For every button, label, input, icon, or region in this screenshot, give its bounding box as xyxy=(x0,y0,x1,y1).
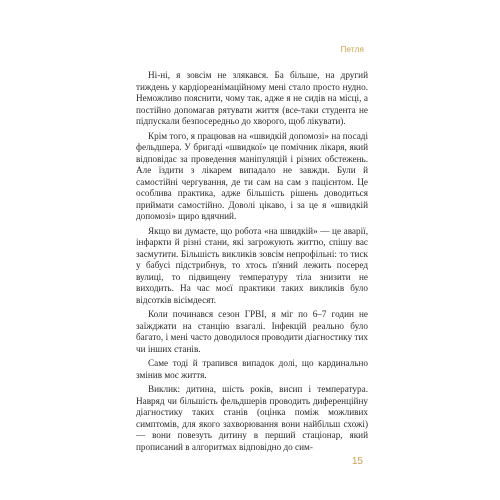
page-number: 15 xyxy=(351,456,363,467)
paragraph-5: Саме тоді й трапився випадок долі, що кардинально змінив моє життя. xyxy=(136,358,368,380)
paragraph-4: Коли починався сезон ГРВІ, я міг по 6–7 годин не заїжджати на станцію взагалі. Інфекцій реально було багато, і мені часто доводилося проводити діагностику тих чи інших станів. xyxy=(136,309,368,354)
paragraph-3: Якщо ви думаєте, що робота «на швидкій» — це аварії, інфаркти й різні стани, які загрожують життю, спішу вас засмутити. Більшість викликів зовсім непрофільні: то тиск у бабусі підстрибнув, то хтось п'яний лежить посеред вулиці, то підвищену температуру тіла знизити не виходить. На час моєї практики таких викликів було відсотків вісімдесят. xyxy=(136,225,368,305)
running-header: Петля xyxy=(340,45,364,54)
paragraph-1: Ні-ні, я зовсім не злякався. Ба більше, на другий тиждень у кардіореанімаційному мені стало просто нудно. Неможливо пояснити, чому так, адже я не сидів на місці, а постійно допомагав рятувати життя (все-таки студента не підпускали безпосередньо до хворого, щоб лікувати). xyxy=(136,70,368,126)
body-text xyxy=(136,70,368,456)
paragraph-6: Виклик: дитина, шість років, висип і температура. Навряд чи більшість фельдшерів проводить диференційну діагностику таких станів (оцінка поміж можливих симптомів, для якого захворювання вони найбільш схожі) — вони повезуть дитину в перший стаціонар, який прописаний в алгоритмах відповідно до сим- xyxy=(136,384,368,452)
paragraph-2: Крім того, я працював на «швидкій допомозі» на посаді фельдшера. У бригаді «швидкої» це помічник лікаря, який відповідає за проведення маніпуляцій і різних обстежень. Але їздити з лікарем випадало не завжди. Були й самостійні чергування, де ти сам на сам з пацієнтом. Це особлива практика, адже більшість рішень доводиться приймати самостійно. Доволі цікаво, і за це я «швидкій допомозі» щиро вдячний. xyxy=(136,130,368,221)
